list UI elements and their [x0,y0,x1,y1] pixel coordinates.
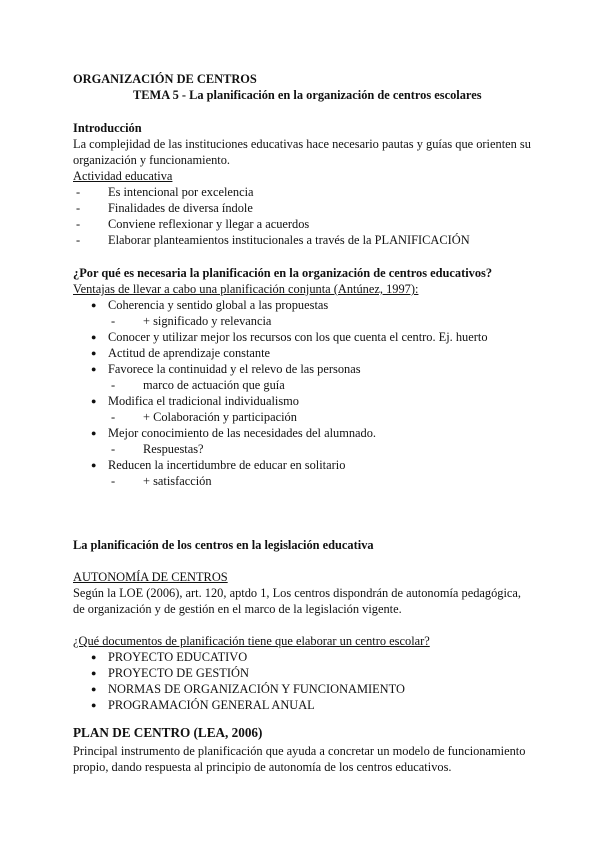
doc-item: ● PROYECTO EDUCATIVO [108,649,247,665]
intro-paragraph: La complejidad de las instituciones educativas hace necesario pautas y guías que orienten su organización y funcionamiento. [73,137,531,167]
why-bullet: ● Conocer y utilizar mejor los recursos con los que cuenta el centro. Ej. huerto [108,329,488,345]
autonomia-paragraph: Según la LOE (2006), art. 120, aptdo 1, Los centros dispondrán de autonomía pedagógica, de organización y de gestión en el marco de la legislación vigente. [73,586,522,616]
why-sub-item: - marco de actuación que guía [143,377,285,393]
intro-item: - Es intencional por excelencia [108,184,254,200]
intro-heading: Introducción [73,121,142,135]
doc-item: ● PROGRAMACIÓN GENERAL ANUAL [108,697,315,713]
why-bullet: ● Actitud de aprendizaje constante [108,345,270,361]
intro-item: - Finalidades de diversa índole [108,200,253,216]
intro-subheading: Actividad educativa [73,169,173,183]
legislacion-heading: La planificación de los centros en la legislación educativa [73,538,374,552]
intro-item: - Conviene reflexionar y llegar a acuerdos [108,216,309,232]
why-sub-item: - + significado y relevancia [143,313,271,329]
why-sub-item: - + satisfacción [143,473,212,489]
org-title: ORGANIZACIÓN DE CENTROS [73,72,257,86]
why-bullet: ● Modifica el tradicional individualismo [108,393,299,409]
why-heading: ¿Por qué es necesaria la planificación en la organización de centros educativos? [73,266,493,280]
doc-item: ● PROYECTO DE GESTIÓN [108,665,249,681]
docs-heading: ¿Qué documentos de planificación tiene que elaborar un centro escolar? [73,634,430,648]
plan-heading: PLAN DE CENTRO (LEA, 2006) [73,725,263,740]
why-bullet: ● Favorece la continuidad y el relevo de las personas [108,361,361,377]
why-sub-item: - Respuestas? [143,441,204,457]
tema-title: TEMA 5 - La planificación en la organización de centros escolares [133,88,482,102]
why-bullet: ● Coherencia y sentido global a las propuestas [108,297,328,313]
autonomia-heading: AUTONOMÍA DE CENTROS [73,570,228,584]
plan-paragraph: Principal instrumento de planificación que ayuda a concretar un modelo de funcionamiento propio, dando respuesta al principio de autonomía de los centros educativos. [73,744,526,774]
doc-item: ● NORMAS DE ORGANIZACIÓN Y FUNCIONAMIENTO [108,681,405,697]
why-bullet: ● Reducen la incertidumbre de educar en solitario [108,457,345,473]
why-bullet: ● Mejor conocimiento de las necesidades del alumnado. [108,425,376,441]
why-sub-item: - + Colaboración y participación [143,409,297,425]
intro-item: - Elaborar planteamientos institucionales a través de la PLANIFICACIÓN [108,232,470,248]
why-subheading: Ventajas de llevar a cabo una planificación conjunta (Antúnez, 1997): [73,282,419,296]
